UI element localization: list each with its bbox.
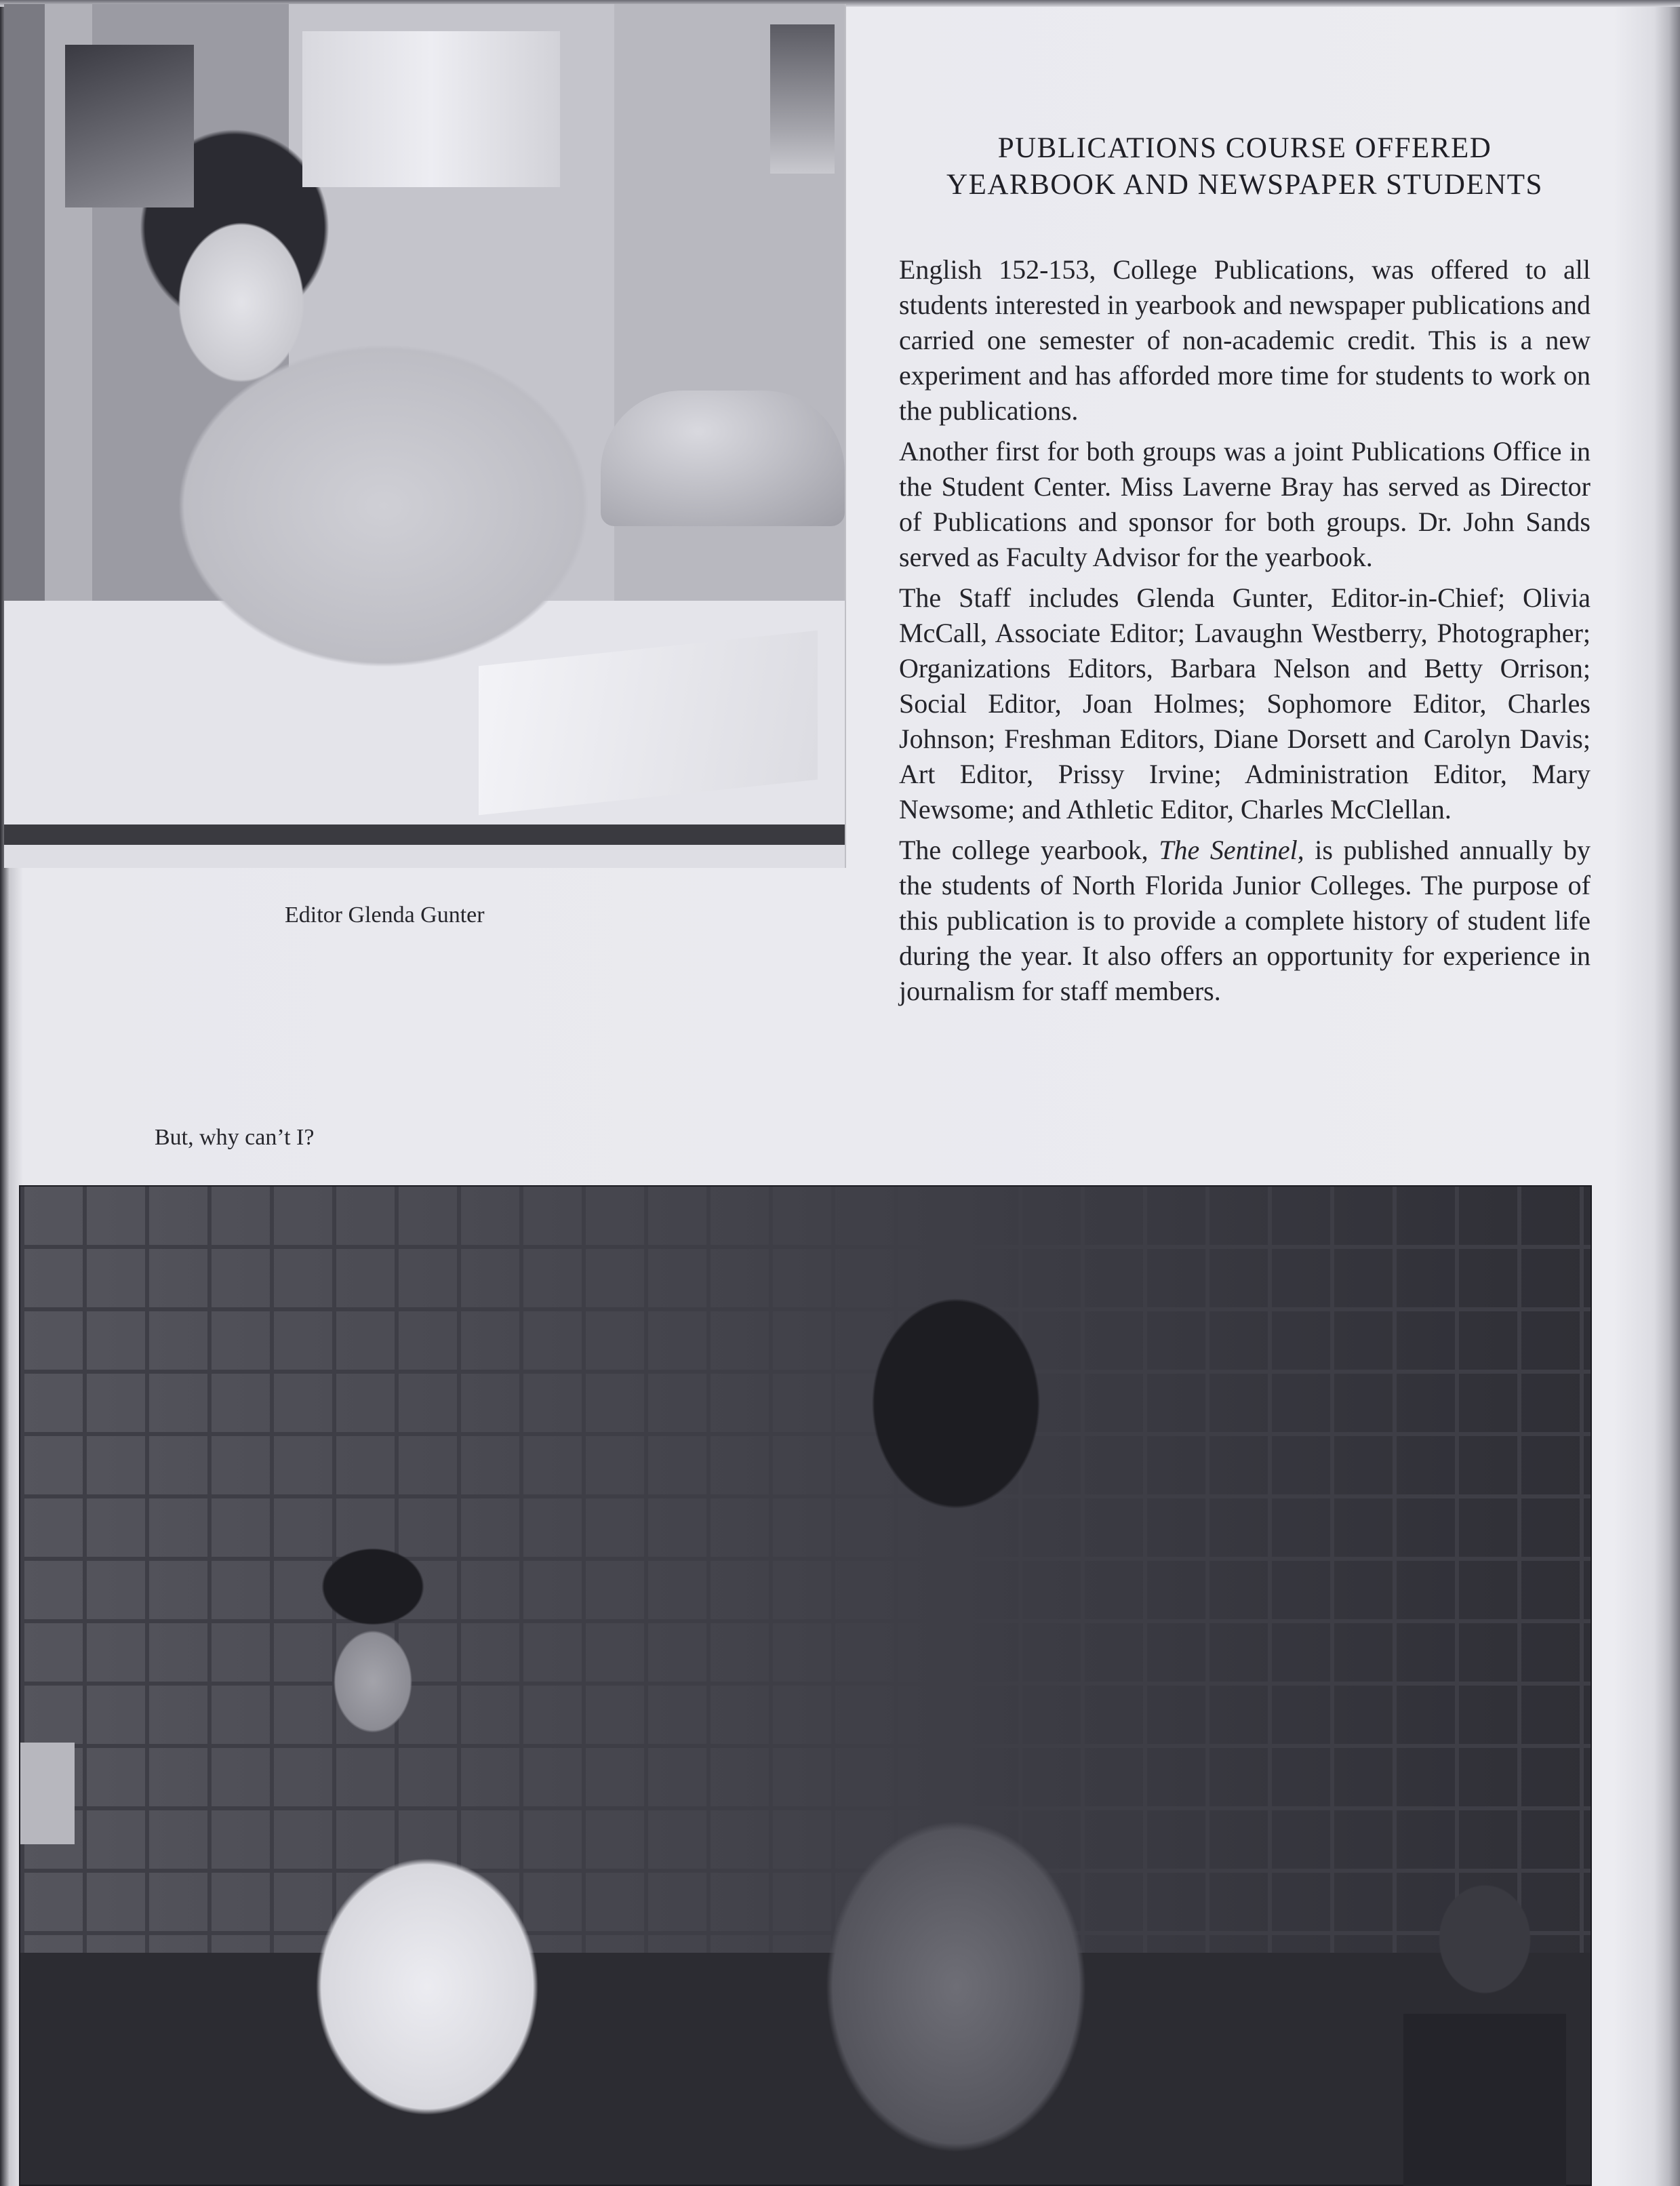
wall-notes bbox=[302, 31, 560, 187]
background-figure bbox=[1403, 1865, 1566, 2186]
yearbook-title: The Sentinel, bbox=[1159, 835, 1304, 865]
paragraph-course: English 152-153, College Publications, was offered to all students interested in yearbook and newspaper publications and carried one semester of non-academic credit. This is a new experiment and has afforded more time for students to work on the publications. bbox=[899, 254, 1591, 426]
article-headline bbox=[899, 130, 1591, 203]
paragraph-office: Another first for both groups was a joint Publications Office in the Student Center. Miss Laverne Bray has served as Director of Publications and sponsor for both groups. Dr. John Sands served as Faculty Advisor for the yearbook. bbox=[899, 436, 1591, 572]
desk-papers bbox=[479, 631, 818, 816]
window-view bbox=[770, 24, 835, 174]
editor-photo bbox=[4, 4, 846, 868]
paragraph-yearbook-start: The college yearbook, bbox=[899, 835, 1159, 865]
paragraph-yearbook bbox=[899, 833, 1591, 1009]
wall-poster bbox=[65, 45, 194, 207]
headline-line-1: PUBLICATIONS COURSE OFFERED bbox=[997, 132, 1492, 164]
bottom-photo-caption: But, why can’t I? bbox=[155, 1125, 315, 1150]
headline-line-2: YEARBOOK AND NEWSPAPER STUDENTS bbox=[946, 169, 1543, 201]
editor-photo-caption: Editor Glenda Gunter bbox=[285, 902, 485, 928]
advisor-student-photo bbox=[19, 1185, 1592, 2186]
paragraph-yearbook-rest: is published annually by the students of North Florida Junior Colleges. The purpose of this publication is to provide a complete history of student life during the year. It also offers an opportunity for experience in journalism for staff members. bbox=[899, 835, 1591, 1006]
wall-switch-plate bbox=[20, 1743, 75, 1844]
desk-bag bbox=[601, 391, 845, 526]
paragraph-staff: The Staff includes Glenda Gunter, Editor-in-Chief; Olivia McCall, Associate Editor; Lavaughn Westberry, Photographer; Organizations Editors, Barbara Nelson and Betty Orrison; Social Editor, Joan Holmes; Sophomore Editor, Charles Johnson; Freshman Editors, Diane Dorsett and Carolyn Davis; Art Editor, Prissy Irvine; Administration Editor, Mary Newsome; and Athletic Editor, Charles McClellan. bbox=[899, 582, 1591, 824]
article bbox=[899, 130, 1591, 1009]
